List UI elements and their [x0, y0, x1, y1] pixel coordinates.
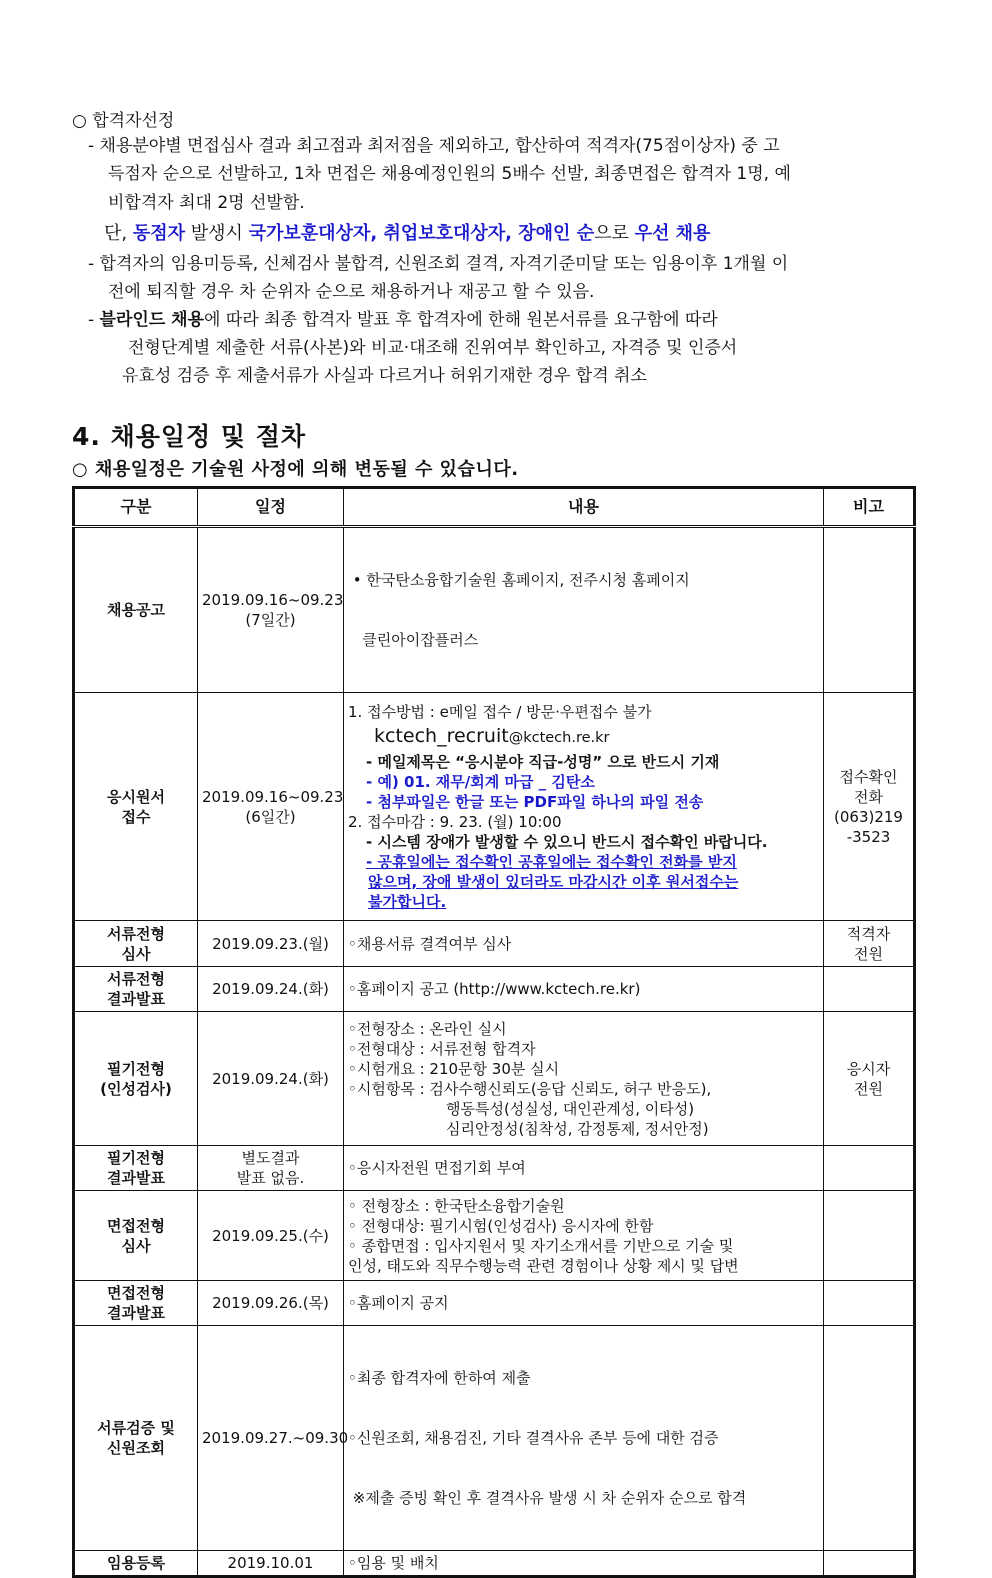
- selection-heading: ○ 합격자선정: [72, 111, 175, 131]
- recruit-email: [348, 722, 819, 752]
- cell-remarks: [824, 1012, 915, 1146]
- remark-line: 적격자: [846, 924, 891, 943]
- selection-item3-line2: 전형단계별 제출한 서류(사본)와 비교·대조해 진위여부 확인하고, 자격증 및 인증서: [128, 338, 738, 358]
- content-line: 불가합니다.: [368, 892, 447, 911]
- content-line: ◦시험항목 : 검사수행신뢰도(응답 신뢰도, 허구 반응도),: [348, 1079, 712, 1098]
- cell-schedule: 2019.09.24.(화): [198, 1012, 344, 1146]
- item3-dash: -: [88, 310, 100, 330]
- content-line: ◦ 종합면접 : 입사지원서 및 자기소개서를 기반으로 기술 및: [348, 1236, 734, 1255]
- category-line: 응시원서: [107, 787, 165, 806]
- content-line: ◦시험개요 : 210문항 30분 실시: [348, 1059, 560, 1078]
- cell-remarks: [824, 1326, 915, 1551]
- remark-line: 응시자: [846, 1059, 891, 1078]
- content-line: ◦전형장소 : 온라인 실시: [348, 1019, 507, 1038]
- cell-schedule: [198, 1146, 344, 1191]
- category-line: 심사: [121, 1236, 151, 1255]
- cell-category: [74, 1012, 198, 1146]
- category-line: 면접전형: [107, 1284, 165, 1302]
- selection-item2-line1: - 합격자의 임용미등록, 신체검사 불합격, 신원조회 결격, 자격기준미달 또는 임용이후 1개월 이: [88, 254, 789, 274]
- content-line: - 예) 01. 재무/회계 마급 _ 김탄소: [366, 772, 595, 791]
- cell-remarks: [824, 967, 915, 1012]
- category-line: 결과발표: [107, 990, 165, 1008]
- content-line: 행동특성(성실성, 대인관계성, 이타성): [446, 1099, 695, 1118]
- cell-schedule: [198, 693, 344, 921]
- table-row: [74, 1281, 915, 1326]
- cell-category: [74, 1281, 198, 1326]
- remark-line: 전화: [854, 787, 883, 806]
- item3-rest: 에 따라 최종 합격자 발표 후 합격자에 한해 원본서류를 요구함에 따라: [204, 310, 718, 330]
- blind-hiring: 블라인드 채용: [99, 310, 204, 330]
- table-row: [74, 1146, 915, 1191]
- priority-mid: 발생시: [185, 223, 249, 244]
- content-line: 2. 접수마감 : 9. 23. (월) 10:00: [348, 812, 562, 831]
- remark-line: 접수확인: [839, 767, 898, 786]
- category-line: 접수: [121, 807, 151, 826]
- remark-phone: -3523: [846, 827, 891, 846]
- table-row: [74, 921, 915, 967]
- cell-content: [344, 693, 824, 921]
- category-line: 심사: [121, 944, 151, 963]
- category-line: 면접전형: [107, 1216, 165, 1235]
- table-row: [74, 1326, 915, 1551]
- selection-item1-line1: - 채용분야별 면접심사 결과 최고점과 최저점을 제외하고, 합산하여 적격자(75점이상자) 중 고: [88, 136, 780, 156]
- content-line: ◦전형대상 : 서류전형 합격자: [348, 1039, 536, 1058]
- email-user: kctech_recruit: [374, 724, 509, 747]
- content-line: ◦최종 합격자에 한하여 제출: [348, 1369, 531, 1387]
- schedule-line: 별도결과: [241, 1149, 300, 1167]
- schedule-date: 2019.09.16~09.23: [202, 787, 344, 806]
- cell-content: ◦홈페이지 공지: [344, 1281, 824, 1326]
- header-content: 내용: [344, 488, 824, 527]
- email-domain: @kctech.re.kr: [508, 729, 610, 746]
- cell-remarks: [824, 693, 915, 921]
- cell-schedule: 2019.10.01: [198, 1551, 344, 1577]
- content-line: ◦ 전형대상: 필기시험(인성검사) 응시자에 한함: [348, 1216, 654, 1235]
- cell-remarks: [824, 1281, 915, 1326]
- content-line: - 첨부파일은 한글 또는 PDF파일 하나의 파일 전송: [366, 792, 704, 811]
- category-line: 필기전형: [107, 1059, 165, 1078]
- category-line: 결과발표: [107, 1169, 165, 1187]
- selection-item2-line2: 전에 퇴직할 경우 차 순위자 순으로 채용하거나 재공고 할 수 있음.: [108, 282, 595, 302]
- remark-line: 전원: [854, 944, 883, 963]
- remark-line: 전원: [854, 1079, 883, 1098]
- content-line: 심리안정성(침착성, 감정통제, 정서안정): [446, 1119, 709, 1138]
- cell-remarks: [824, 1191, 915, 1281]
- cell-schedule: 2019.09.24.(화): [198, 967, 344, 1012]
- content-line: 클린아이잡플러스: [348, 631, 479, 649]
- cell-remarks: [824, 1146, 915, 1191]
- cell-schedule: [198, 527, 344, 693]
- priority-mid2: 으로: [594, 223, 635, 244]
- cell-content: [344, 1326, 824, 1551]
- cell-content: [344, 527, 824, 693]
- table-row: [74, 527, 915, 693]
- selection-item1-line3: 비합격자 최대 2명 선발함.: [108, 193, 305, 213]
- cell-schedule: 2019.09.27.~09.30: [198, 1326, 344, 1551]
- section4-title: 4. 채용일정 및 절차: [72, 422, 307, 451]
- priority-tie: 동점자: [132, 223, 186, 244]
- section4-note: ○ 채용일정은 기술원 사정에 의해 변동될 수 있습니다.: [72, 459, 519, 480]
- cell-category: 임용등록: [74, 1551, 198, 1577]
- cell-category: [74, 967, 198, 1012]
- category-line: 서류전형: [107, 924, 165, 943]
- cell-category: [74, 1146, 198, 1191]
- content-line: - 메일제목은 “응시분야 직급-성명” 으로 반드시 기재: [366, 752, 720, 771]
- cell-content: ◦채용서류 결격여부 심사: [344, 921, 824, 967]
- table-row: [74, 693, 915, 921]
- content-line: ◦신원조회, 채용검진, 기타 결격사유 존부 등에 대한 검증: [348, 1429, 719, 1447]
- content-line: • 한국탄소융합기술원 홈페이지, 전주시청 홈페이지: [348, 571, 690, 589]
- category-line: 결과발표: [107, 1304, 165, 1322]
- cell-category: [74, 693, 198, 921]
- schedule-duration: (7일간): [245, 611, 296, 629]
- content-line: ※제출 증빙 확인 후 결격사유 발생 시 차 순위자 순으로 합격: [348, 1489, 747, 1507]
- header-schedule: 일정: [198, 488, 344, 527]
- priority-note: [104, 218, 710, 249]
- cell-schedule: 2019.09.23.(월): [198, 921, 344, 967]
- category-line: 서류검증 및: [97, 1419, 175, 1437]
- schedule-line: 발표 없음.: [236, 1169, 305, 1187]
- cell-content: [344, 1191, 824, 1281]
- cell-remarks: [824, 1551, 915, 1577]
- selection-item3-line1: [88, 305, 718, 336]
- content-line: 1. 접수방법 : e메일 접수 / 방문·우편접수 불가: [348, 702, 652, 721]
- category-line: 신원조회: [107, 1439, 165, 1457]
- cell-schedule: 2019.09.25.(수): [198, 1191, 344, 1281]
- selection-item3-line3: 유효성 검증 후 제출서류가 사실과 다르거나 허위기재한 경우 합격 취소: [122, 366, 647, 386]
- table-row: [74, 967, 915, 1012]
- cell-remarks: [824, 527, 915, 693]
- schedule-duration: (6일간): [245, 807, 296, 826]
- priority-prefix: 단,: [104, 223, 133, 244]
- cell-category: [74, 1191, 198, 1281]
- content-line: ◦ 전형장소 : 한국탄소융합기술원: [348, 1196, 565, 1215]
- content-line: 않으며, 장애 발생이 있더라도 마감시간 이후 원서접수는: [368, 872, 739, 891]
- cell-category: 채용공고: [74, 527, 198, 693]
- remark-phone: (063)219: [834, 807, 903, 826]
- schedule-date: 2019.09.16~09.23: [202, 591, 344, 609]
- selection-item1-line2: 득점자 순으로 선발하고, 1차 면접은 채용예정인원의 5배수 선발, 최종면접은 합격자 1명, 예: [108, 164, 791, 184]
- category-line: 서류전형: [107, 970, 165, 988]
- header-remarks: 비고: [824, 488, 915, 527]
- content-line: - 공휴일에는 접수확인 공휴일에는 접수확인 전화를 받지: [366, 852, 737, 871]
- table-row: [74, 1551, 915, 1577]
- table-row: [74, 1012, 915, 1146]
- cell-content: [344, 1012, 824, 1146]
- content-line: - 시스템 장애가 발생할 수 있으니 반드시 접수확인 바랍니다.: [366, 832, 768, 851]
- cell-category: [74, 921, 198, 967]
- cell-content: ◦임용 및 배치: [344, 1551, 824, 1577]
- cell-content: ◦응시자전원 면접기회 부여: [344, 1146, 824, 1191]
- header-category: 구분: [74, 488, 198, 527]
- cell-remarks: [824, 921, 915, 967]
- priority-groups: 국가보훈대상자, 취업보호대상자, 장애인 순: [248, 223, 595, 244]
- cell-content: ◦홈페이지 공고 (http://www.kctech.re.kr): [344, 967, 824, 1012]
- content-line: 인성, 태도와 직무수행능력 관련 경험이나 상황 제시 및 답변: [348, 1256, 739, 1275]
- schedule-table: [72, 486, 916, 1578]
- priority-hire: 우선 채용: [634, 223, 711, 244]
- table-header-row: [74, 488, 915, 527]
- category-line: 필기전형: [107, 1149, 165, 1167]
- table-row: [74, 1191, 915, 1281]
- cell-category: [74, 1326, 198, 1551]
- category-line: (인성검사): [100, 1079, 172, 1098]
- cell-schedule: 2019.09.26.(목): [198, 1281, 344, 1326]
